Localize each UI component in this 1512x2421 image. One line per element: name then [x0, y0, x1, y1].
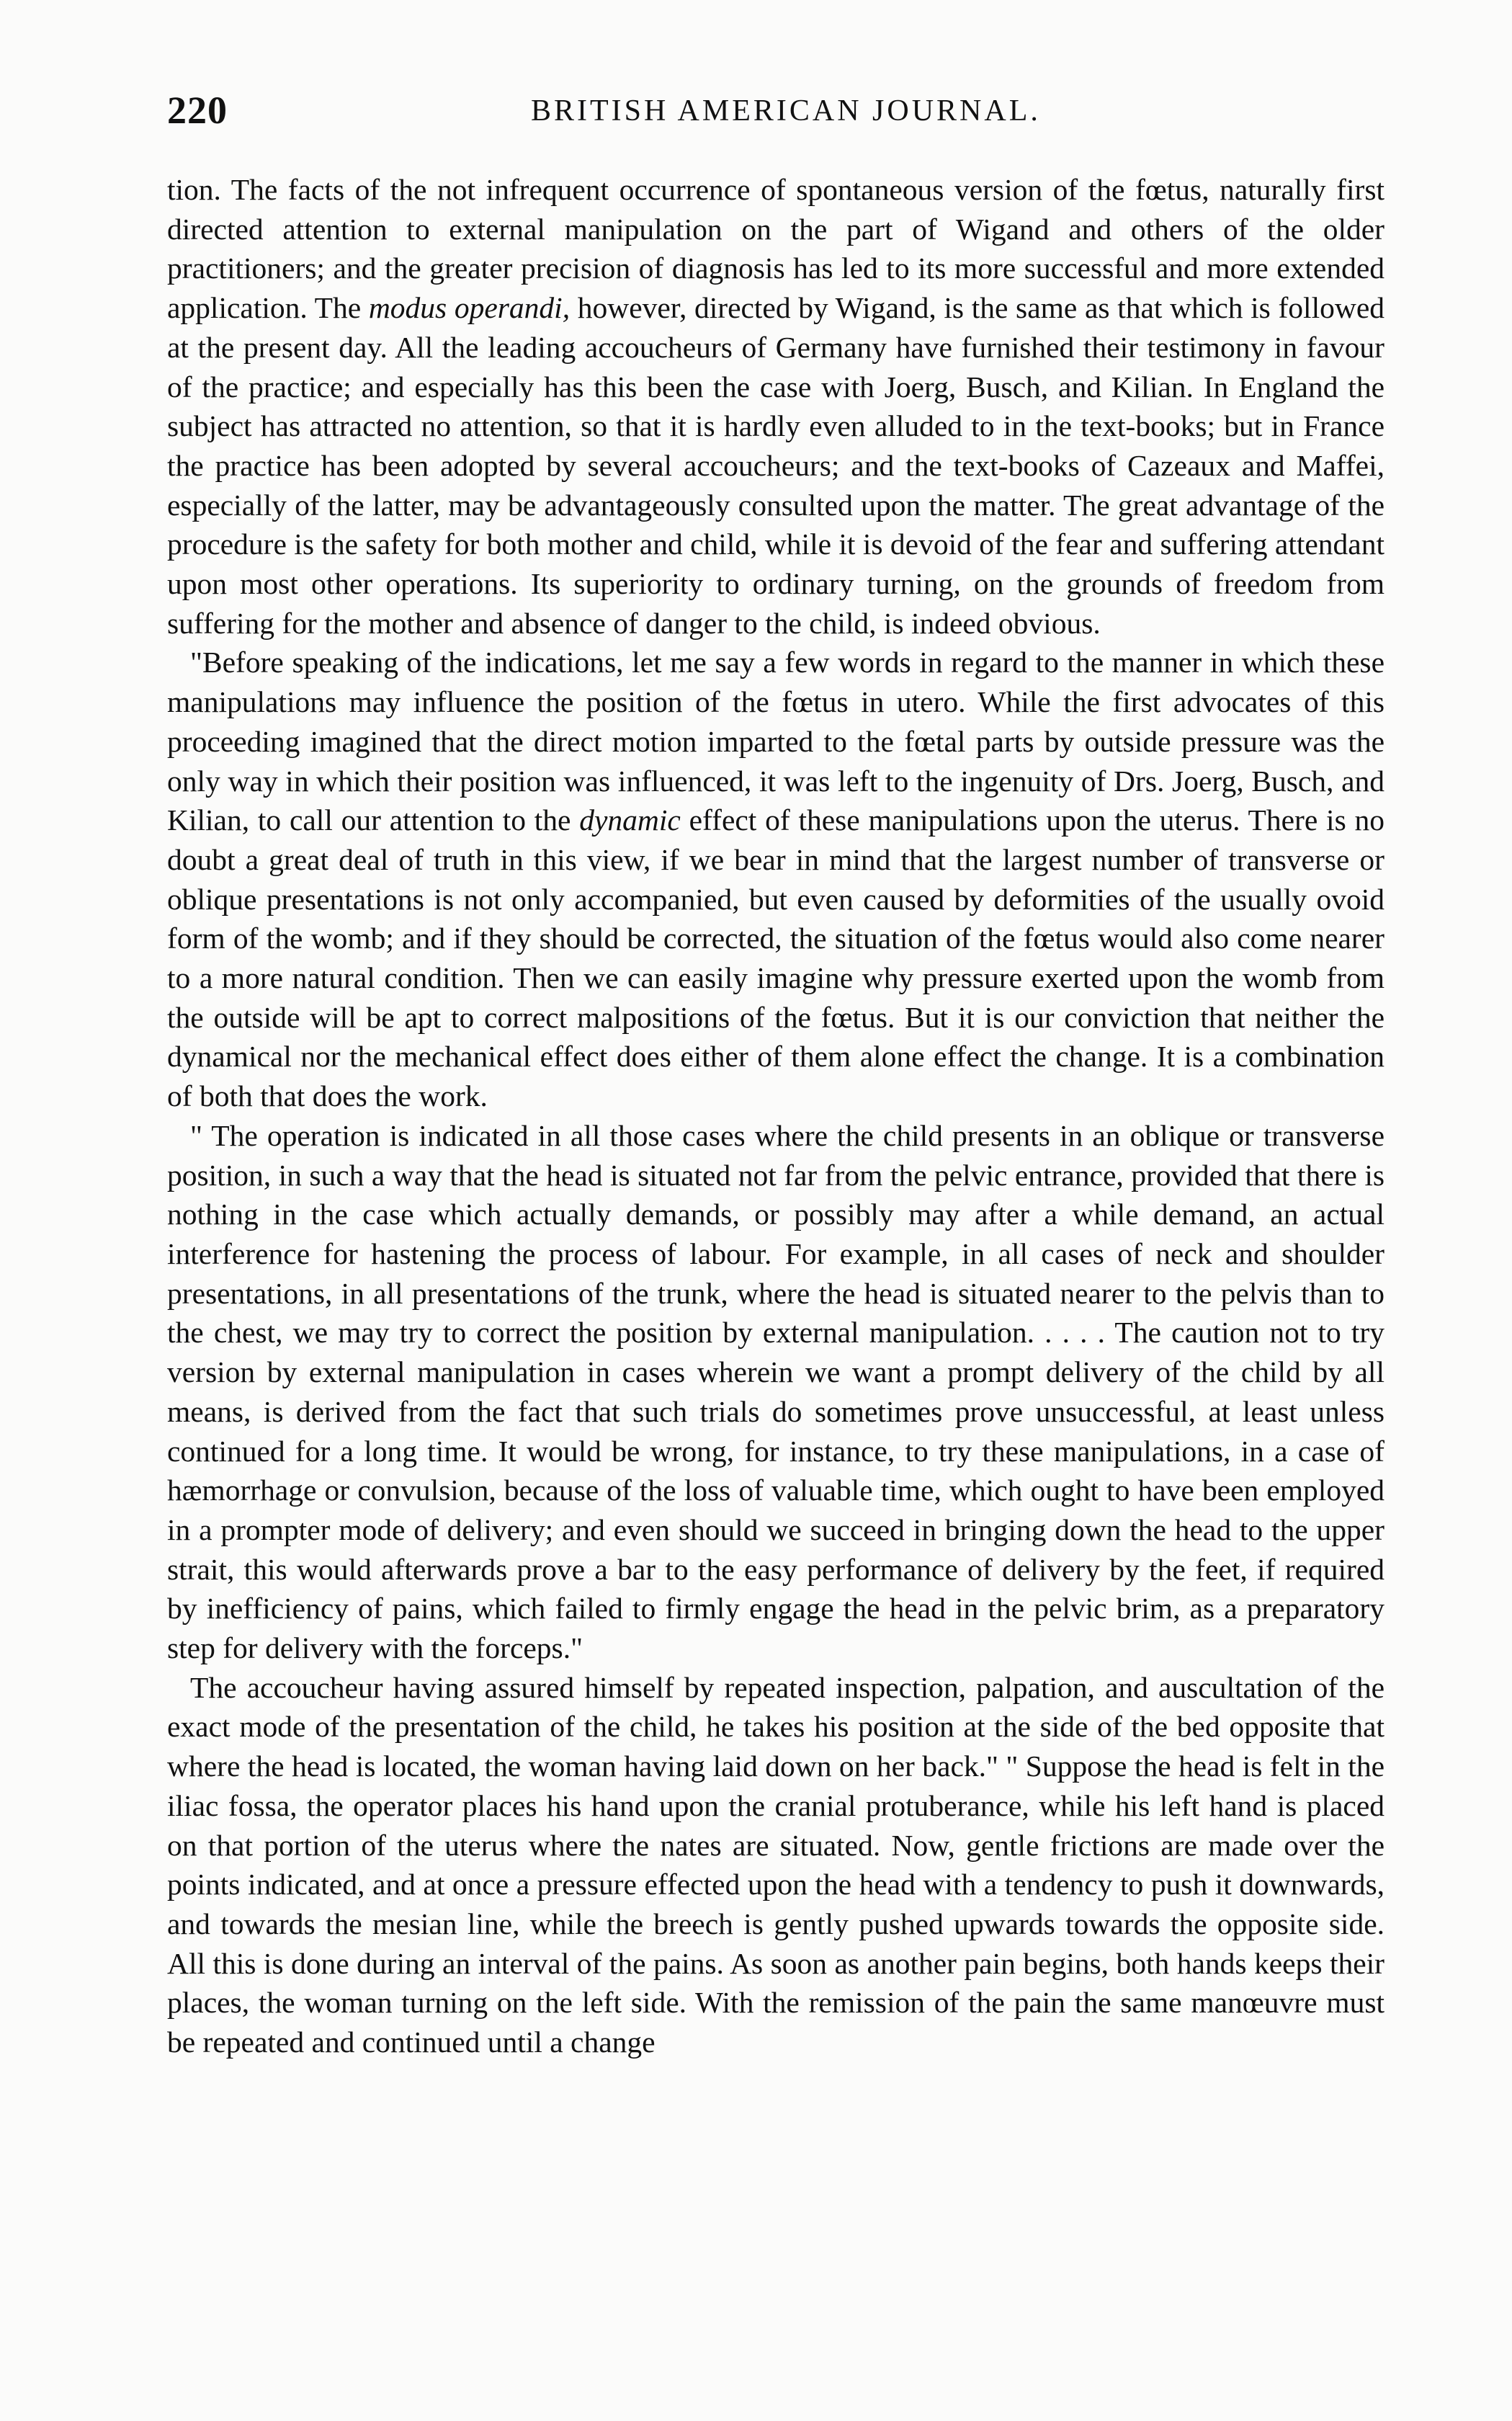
- paragraph-text-continued: however, directed by Wigand, is the same as that which is followed at the present day. All the leading accoucheurs of Germany have furnished their testimony in favour of the practice; and especially has this been the case with Joerg, Busch, and Kilian. In England the subject has attracted no attention, so that it is hardly even alluded to in the text-books; but in France the practice has been adopted by several accoucheurs; and the text-books of Cazeaux and Maffei, especially of the latter, may be advantageously consulted upon the matter. The great advantage of the procedure is the safety for both mother and child, while it is devoid of the fear and suffering attendant upon most other operations. Its superiority to ordinary turning, on the grounds of freedom from suffering for the mother and absence of danger to the child, is indeed obvious.: [167, 291, 1384, 640]
- body-text: [167, 170, 1384, 2062]
- emphasis-text: dynamic: [579, 803, 681, 837]
- page-header: [167, 88, 1377, 138]
- emphasis-text: modus operandi,: [368, 291, 571, 325]
- paragraph: [167, 1116, 1384, 1668]
- paragraph-text: "Before speaking of the indications, let me say a few words in regard to the manner in which these manipulations may influence the position of the fœtus in utero. While the first advocates of this proceeding imagined that the direct motion imparted to the fœtal parts by outside pressure was the only way in which their position was influenced, it was left to the ingenuity of Drs. Joerg, Busch, and Kilian, to call our attention to the: [167, 646, 1384, 837]
- paragraph: [167, 170, 1384, 643]
- paragraph-text: " The operation is indicated in all those cases where the child presents in an oblique or transverse position, in such a way that the head is situated not far from the pelvic entrance, provided that there is nothing in the case which actually demands, or possibly may after a while demand, an actual interference for hastening the process of labour. For example, in all cases of neck and shoulder presentations, in all presentations of the trunk, where the head is situated nearer to the pelvis than to the chest, we may try to correct the position by external manipulation. . . . . The caution not to try version by external manipulation in cases wherein we want a prompt delivery of the child by all means, is derived from the fact that such trials do sometimes prove unsuccessful, at least unless continued for a long time. It would be wrong, for instance, to try these manipulations, in a case of hæmorrhage or convulsion, because of the loss of valuable time, which ought to have been employed in a prompter mode of delivery; and even should we succeed in bringing down the head to the upper strait, this would afterwards prove a bar to the easy performance of delivery by the feet, if required by inefficiency of pains, which failed to firmly engage the head in the pelvic brim, as a preparatory step for delivery with the forceps.": [167, 1118, 1384, 1665]
- paragraph-text: tion. The facts of the not infrequent occurrence of spontaneous version of the fœtus, naturally first directed attention to external manipulation on the part of Wigand and others of the older practitioners; and the greater precision of diagnosis has led to its more successful and more extended application. The: [167, 173, 1384, 325]
- paragraph-text-continued: effect of these manipulations upon the uterus. There is no doubt a great deal of truth in this view, if we bear in mind that the largest number of transverse or oblique presentations is not only accompanied, but even caused by deformities of the usually ovoid form of the womb; and if they should be corrected, the situation of the fœtus would also come nearer to a more natural condition. Then we can easily imagine why pressure exerted upon the womb from the outside will be apt to correct malpositions of the fœtus. But it is our conviction that neither the dynamical nor the mechanical effect does either of them alone effect the change. It is a combination of both that does the work.: [167, 803, 1385, 1113]
- running-title: BRITISH AMERICAN JOURNAL.: [531, 94, 1041, 128]
- page-number: 220: [167, 89, 228, 132]
- paragraph: [167, 1668, 1384, 2062]
- paragraph: [167, 643, 1384, 1115]
- paragraph-text: The accoucheur having assured himself by repeated inspection, palpation, and auscultation of the exact mode of the presentation of the child, he takes his position at the side of the bed opposite that where the head is located, the woman having laid down on her back." " Suppose the head is felt in the iliac fossa, the operator places his hand upon the cranial protuberance, while his left hand is placed on that portion of the uterus where the nates are situated. Now, gentle frictions are made over the points indicated, and at once a pressure effected upon the head with a tendency to push it downwards, and towards the mesian line, while the breech is gently pushed upwards towards the opposite side. All this is done during an interval of the pains. As soon as another pain begins, both hands keeps their places, the woman turning on the left side. With the remission of the pain the same manœuvre must be repeated and continued until a change: [167, 1670, 1384, 2059]
